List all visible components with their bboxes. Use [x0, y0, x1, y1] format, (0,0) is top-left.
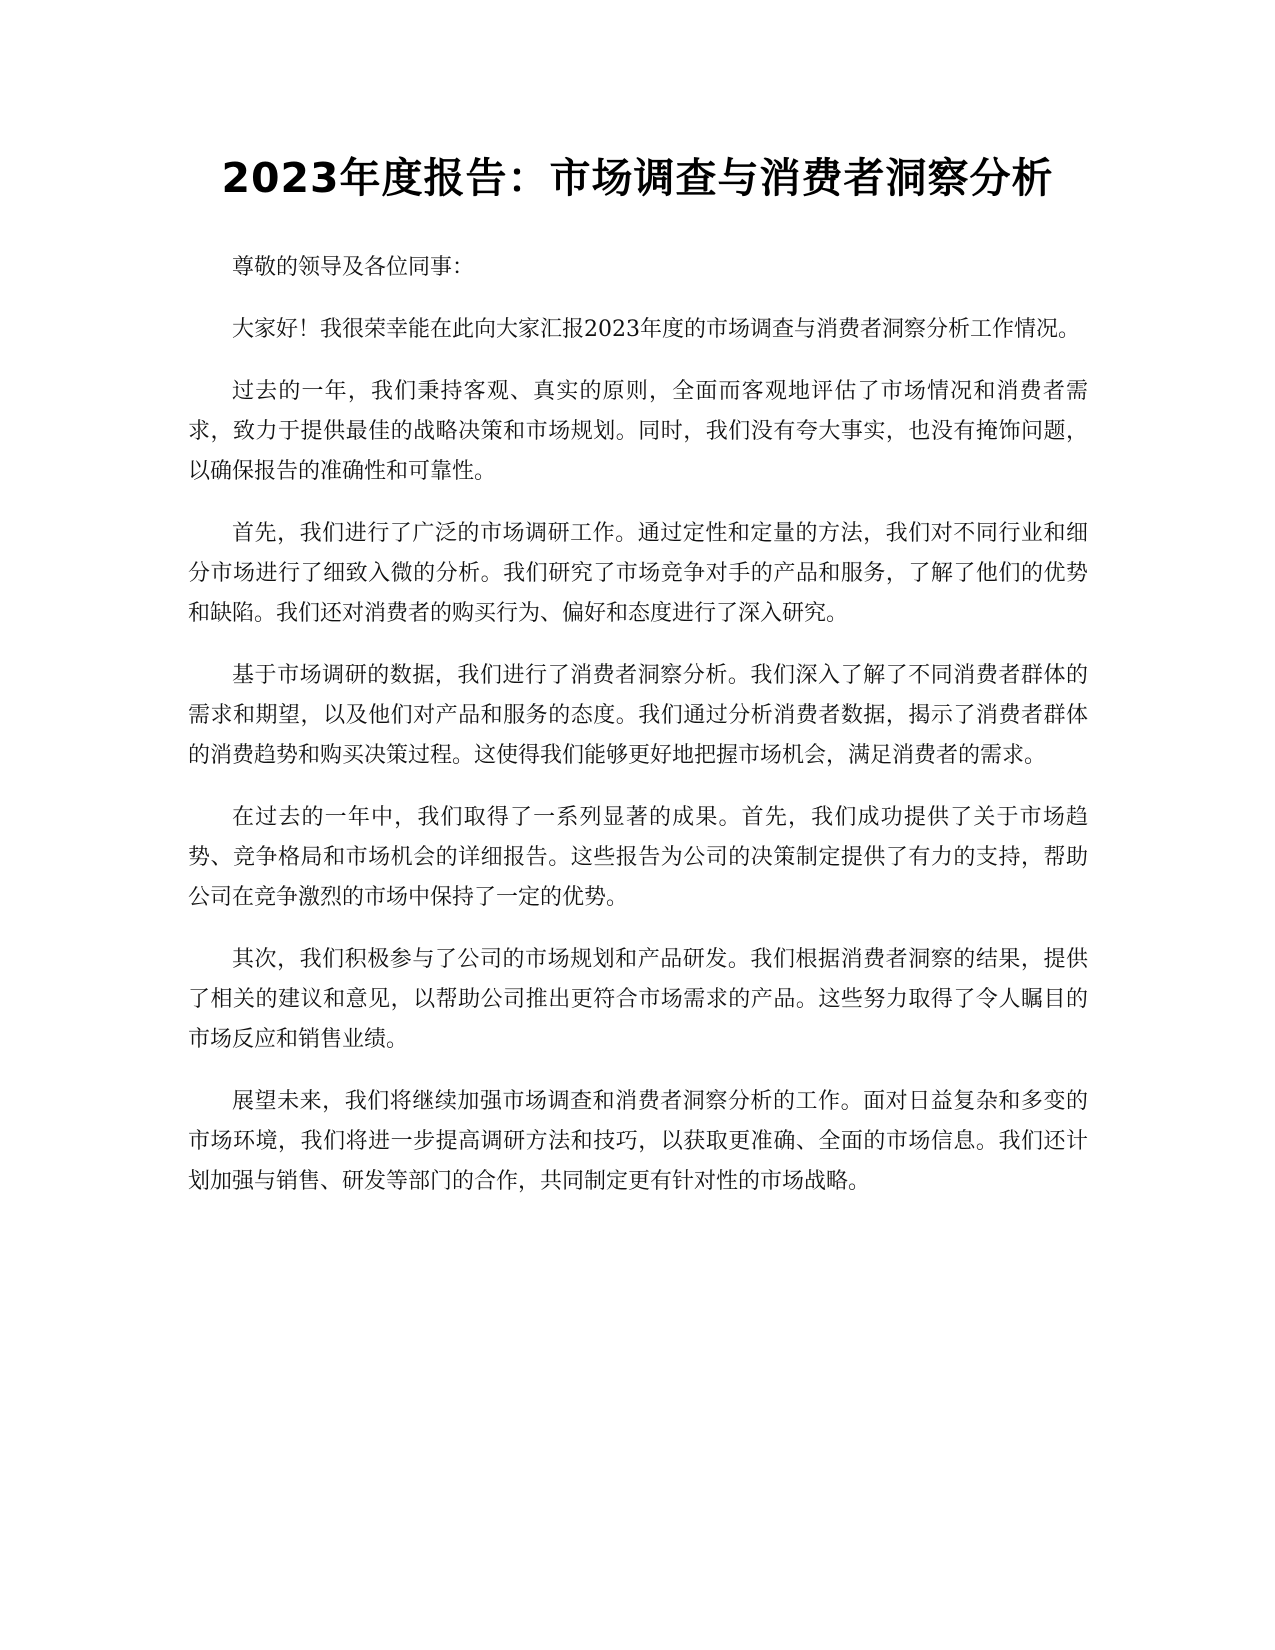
paragraph-greeting: 大家好！我很荣幸能在此向大家汇报2023年度的市场调查与消费者洞察分析工作情况。: [232, 317, 1080, 342]
document-title: 2023年度报告：市场调查与消费者洞察分析: [221, 154, 1054, 202]
paragraph-outlook: 展望未来，我们将继续加强市场调查和消费者洞察分析的工作。面对日益复杂和多变的市场环境，我们将进一步提高调研方法和技巧，以获取更准确、全面的市场信息。我们还计划加强与销售、研发等部门的合作，共同制定更有针对性的市场战略。: [188, 1089, 1088, 1194]
paragraph-product-planning: 其次，我们积极参与了公司的市场规划和产品研发。我们根据消费者洞察的结果，提供了相关的建议和意见，以帮助公司推出更符合市场需求的产品。这些努力取得了令人瞩目的市场反应和销售业绩。: [188, 947, 1088, 1052]
paragraph-achievements: 在过去的一年中，我们取得了一系列显著的成果。首先，我们成功提供了关于市场趋势、竞争格局和市场机会的详细报告。这些报告为公司的决策制定提供了有力的支持，帮助公司在竞争激烈的市场中保持了一定的优势。: [188, 805, 1088, 910]
paragraph-market-research: 首先，我们进行了广泛的市场调研工作。通过定性和定量的方法，我们对不同行业和细分市场进行了细致入微的分析。我们研究了市场竞争对手的产品和服务，了解了他们的优势和缺陷。我们还对消费者的购买行为、偏好和态度进行了深入研究。: [188, 521, 1088, 626]
paragraph-consumer-insight: 基于市场调研的数据，我们进行了消费者洞察分析。我们深入了解了不同消费者群体的需求和期望，以及他们对产品和服务的态度。我们通过分析消费者数据，揭示了消费者群体的消费趋势和购买决策过程。这使得我们能够更好地把握市场机会，满足消费者的需求。: [188, 663, 1088, 768]
paragraph-principles: 过去的一年，我们秉持客观、真实的原则，全面而客观地评估了市场情况和消费者需求，致力于提供最佳的战略决策和市场规划。同时，我们没有夸大事实，也没有掩饰问题，以确保报告的准确性和可靠性。: [188, 379, 1088, 484]
document-body: [188, 248, 1088, 1224]
paragraph-salutation: 尊敬的领导及各位同事：: [232, 255, 475, 280]
